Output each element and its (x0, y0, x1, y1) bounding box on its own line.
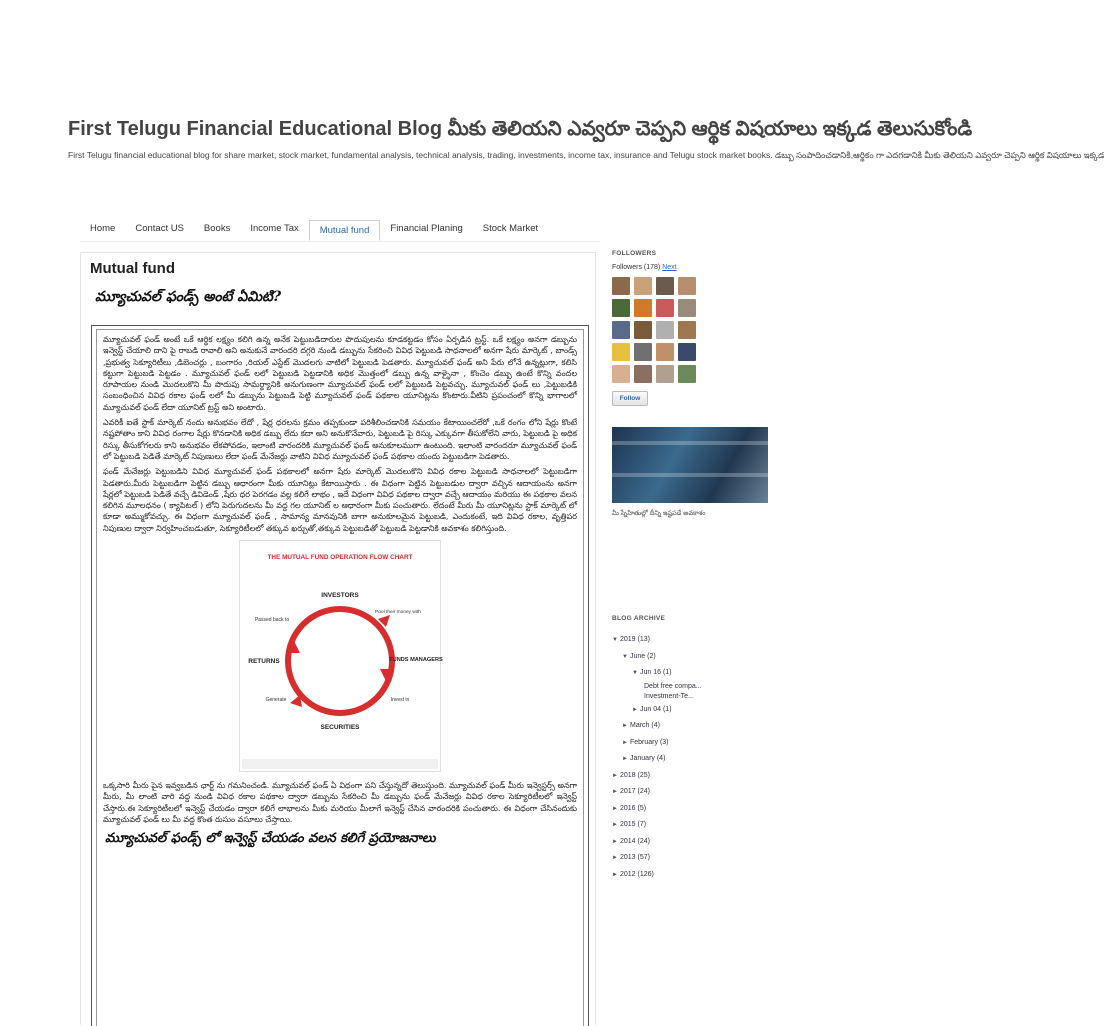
follow-button[interactable]: Follow (612, 391, 648, 406)
flowchart-node-left: RETURNS (248, 658, 280, 666)
archive-item[interactable] (612, 718, 768, 735)
content-frame (91, 325, 589, 1026)
follower-avatar[interactable] (678, 365, 696, 383)
followers-title: FOLLOWERS (612, 250, 657, 257)
tab-financial-planing[interactable]: Financial Planing (390, 223, 463, 234)
follower-avatar[interactable] (634, 343, 652, 361)
follower-avatar[interactable] (634, 365, 652, 383)
post-heading: మ్యూచువల్ ఫండ్స్ అంటే ఏమిటి? (95, 289, 282, 305)
archive-count: (126) (635, 870, 654, 878)
paragraph: ఒక్కసారి మీరు పైన ఇవ్వబడిన ఛార్ట్ ను గమనించండి. మ్యూచువల్ ఫండ్ ఏ విధంగా పని చేస్తున్నదో తెలుస్తుంది. మ్యూచువల్ ఫండ్ మీరు ఇన్వెస్టర్స్ అనగా మీరు, మీ లాంటి వారి వద్ద నుండి వివిధ రకాల పథకాల ద్వారా డబ్బును సేకరించి మీ డబ్బును ఫండ్ మేనేజర్లు వివిధ రకాల సెక్యూరిటీలలో ఇన్వెస్ట్ చేస్తారు.ఈ సెక్యూరిటీలలో ఇన్వెస్ట్ చేయడం ద్వారా కలిగే లాభాలను మీకు మరియు మీలాగే ఇన్వెస్ట్ చేసిన వారందరికి పంచుతారు. ఈ విధంగా చేసినందుకు మ్యూచువల్ ఫండ్ లు మీ వద్ద కొంత రుసుం వసూలు చేస్తాయి. (103, 781, 577, 824)
archive-count: (25) (635, 771, 650, 779)
archive-count: (4) (654, 755, 666, 762)
content-body (96, 329, 584, 1026)
follower-avatar[interactable] (656, 365, 674, 383)
follower-avatar[interactable] (612, 299, 630, 317)
archive-item[interactable] (612, 692, 768, 702)
follower-avatar[interactable] (612, 365, 630, 383)
followers-label: Followers (178) (612, 264, 661, 271)
archive-link[interactable]: 2018 (620, 771, 636, 779)
flowchart-node-right: FUNDS MANAGERS (389, 657, 443, 664)
promo-image[interactable] (612, 427, 768, 503)
archive-item[interactable] (612, 632, 768, 649)
blog-title[interactable]: First Telugu Financial Educational Blog మీకు తెలియని ఎవ్వరూ చెప్పని ఆర్థిక విషయాలు ఇక్కడ తెలుసుకోండి (68, 118, 973, 140)
expand-toggle-icon[interactable]: ► (612, 871, 618, 878)
archive-link[interactable]: February (630, 738, 659, 746)
archive-link[interactable]: 2014 (620, 837, 636, 845)
flowchart-edge-right-bottom: Invest in (390, 697, 410, 704)
archive-link[interactable]: Jun 04 (640, 705, 662, 713)
archive-count: (4) (649, 722, 660, 729)
expand-toggle-icon[interactable]: ► (612, 855, 618, 861)
image-detail (612, 473, 768, 477)
archive-item[interactable] (612, 801, 768, 818)
archive-item[interactable] (612, 850, 768, 867)
collapse-toggle-icon[interactable]: ▼ (612, 637, 618, 643)
archive-link[interactable]: January (630, 755, 655, 762)
flowchart-edge-left-top: Passed back to (254, 617, 290, 624)
follower-avatar[interactable] (656, 299, 674, 317)
follower-avatars (612, 277, 768, 383)
expand-toggle-icon[interactable]: ► (622, 723, 628, 729)
archive-link[interactable]: 2016 (620, 804, 636, 812)
archive-count: (2) (645, 652, 656, 660)
archive-list (612, 632, 768, 883)
archive-item[interactable] (612, 735, 768, 752)
expand-toggle-icon[interactable]: ► (612, 822, 618, 828)
arrow-bottom-left (290, 695, 302, 707)
followers-count (612, 264, 768, 271)
paragraph: ఎవరికీ ఐతే స్టాక్ మార్కెట్ నందు అనుభవం లేదో , షేర్ల ధరలను క్రమం తప్పకుండా పరిశీలించడానికి సమయం కేటాయించలేరో ,ఒకే రంగం లోని షేర్లు కొంటే నష్టపోతాం కాని వివిధ రంగాల షేర్లు కొనడానికి అధిక డబ్బు లేదు కదా అని అనుకొనేవారు, పెట్టుబడి పై రిస్కు ఎక్కువగా తీసుకోలేని వారు, పెట్టుబడి పై అధిక రిస్కు తీసుకోగలరు కాని అనుభవం లేకపోవడం, ఇలాంటి వారందరికి మ్యూచువల్ ఫండ్ అనుకూలముగా ఉంటుంది. ఇలాంటి వారందరూ మ్యూచువల్ ఫండ్ లో పెట్టుబడి పెడితే మార్కెట్ నిపుణులు లేదా ఫండ్ మేనేజర్లు వాటిని వివిధ మ్యూచువల్ ఫండ్ పథకాల యందు పెట్టుబడిగా పెడతారు. (103, 418, 577, 461)
tab-books[interactable]: Books (203, 223, 231, 234)
follower-avatar[interactable] (678, 299, 696, 317)
post-container (80, 252, 596, 1025)
archive-link[interactable]: June (630, 652, 646, 660)
archive-link[interactable]: Jun 16 (640, 669, 662, 676)
expand-toggle-icon[interactable]: ► (612, 805, 618, 812)
follower-avatar[interactable] (612, 277, 630, 295)
follower-avatar[interactable] (678, 277, 696, 295)
follower-avatar[interactable] (678, 321, 696, 339)
archive-count: (7) (635, 821, 647, 828)
blog-header (68, 116, 1104, 162)
expand-toggle-icon[interactable]: ► (612, 838, 618, 845)
archive-item[interactable] (612, 682, 768, 692)
archive-link[interactable]: 2019 (620, 636, 636, 643)
flowchart-edge-top-right: Pool their money with (375, 610, 421, 616)
post-title: Mutual fund (90, 260, 175, 277)
follower-avatar[interactable] (678, 343, 696, 361)
flowchart-bottom-shadow (242, 759, 438, 769)
follower-avatar[interactable] (656, 321, 674, 339)
archive-link[interactable]: 2012 (620, 870, 636, 878)
flowchart-title: THE MUTUAL FUND OPERATION FLOW CHART (267, 554, 413, 562)
tab-contact-us[interactable]: Contact US (135, 223, 184, 234)
follower-avatar[interactable] (656, 277, 674, 295)
archive-item[interactable] (612, 834, 768, 851)
tab-mutual-fund[interactable]: Mutual fund (309, 220, 381, 241)
blog-description: First Telugu financial educational blog for share market, stock market, fundamental analysis, technical analysis, trading, investments, income tax, insurance and Telugu stock market books. డబ్బు సంపాదించడానికి,ఆర్థికం గా ఎదగడానికి మీకు తెలియని ఎవ్వరూ చెప్పని ఆర్థిక విషయాలు ఇక్కడ (68, 150, 1104, 160)
archive-item[interactable] (612, 867, 768, 884)
archive-count: (5) (635, 804, 647, 812)
paragraph: ఫండ్ మేనేజర్లు పెట్టుబడిని వివిధ మ్యూచువల్ ఫండ్ పథకాలలో అనగా షేరు మార్కెట్ మొదలుకొని వివిధ రకాల పెట్టుబడి సాధనాలలో పెట్టుబడిగా పెడతారు.మీరు పెట్టుబడిగా పెట్టిన డబ్బు ఆధారంగా మీకు యూనిట్లు కేటాయిస్తారు . ఈ విధంగా పెట్టిన పెట్టుబడుల ద్వారా వచ్చిన ఆదాయంను అనగా షేర్లలో పెట్టుబడి పెడితే వచ్చే డివిడెండ్ ,షేరు ధర పెరగడం వల్ల కలిగే లాభం , ఇదే విధంగా వివిధ పథకాల ద్వారా వచ్చే ఆదాయం మరియు ఈ పథకాల వలన కలిగిన మూలధనం ( క్యాపిటల్ ) లోని పెరుగుదలను మీ వద్ద గల యూనిట్ ల ఆధారంగా మీకు పంచుతారు. లేదంటే మీరు మీ యూనిట్లను స్టాక్ మార్కెట్ లో కూడా అమ్ముకోవచ్చు. ఈ విధంగా మ్యూచువల్ ఫండ్ , సామాన్య మానవునికి బాగా అనుకూలమైన పెట్టుబడి, ఎందుకంటే, ఇది వివిధ రకాల, వృత్తిపర నిపుణుల ద్వారా నిర్వహించబడుతూ, సెక్యూరిటీలలో తక్కువ ఖర్చుతో,తక్కువ పెట్టుబడితో పెట్టుబడి పెట్టడానికి అవకాశం కలిగిస్తుంది. (103, 467, 577, 533)
archive-count: (57) (635, 854, 650, 861)
archive-count: (24) (635, 837, 650, 845)
follower-avatar[interactable] (634, 277, 652, 295)
tab-income-tax[interactable]: Income Tax (250, 223, 299, 234)
image-detail (612, 441, 768, 445)
page-tabs (80, 219, 600, 242)
archive-count: (3) (658, 738, 669, 746)
follower-avatar[interactable] (656, 343, 674, 361)
mutual-fund-flowchart (239, 540, 441, 772)
expand-toggle-icon[interactable]: ► (632, 706, 638, 713)
follower-avatar[interactable] (634, 299, 652, 317)
follower-avatar[interactable] (634, 321, 652, 339)
tab-home[interactable]: Home (90, 223, 116, 234)
archive-count: (24) (635, 788, 650, 795)
archive-link[interactable]: 2015 (620, 821, 636, 828)
benefits-heading: మ్యూచువల్ ఫండ్స్ లో ఇన్వెస్ట్ చేయడం వలన కలిగే ప్రయోజనాలు (105, 831, 436, 847)
expand-toggle-icon[interactable]: ► (622, 756, 628, 762)
sidebar (612, 250, 768, 883)
archive-link[interactable]: Debt free compa... (644, 682, 702, 690)
flowchart-edge-bottom-left: Generate (265, 697, 287, 704)
archive-title: BLOG ARCHIVE (612, 615, 666, 622)
expand-toggle-icon[interactable]: ► (622, 739, 628, 746)
archive-count: (13) (635, 636, 650, 643)
archive-link[interactable]: 2013 (620, 854, 636, 861)
paragraph: మ్యూచువల్ ఫండ్ అంటే ఒకే ఆర్థిక లక్ష్యం కలిగి ఉన్న అనేక పెట్టుబడిదారుల పొదుపులను కూడకట్టడం కోసం ఏర్పడిన ట్రస్ట్. ఒకే లక్ష్యం అనగా డబ్బును ఇన్వెస్ట్ చేయాలి దాని పై రాబడి రావాలి అని అనుకునే వారందరి దగ్గరి నుండి డబ్బును సేకరించి వివిధ పెట్టుబడి సాధనాలలో అనగా షేరు మార్కెట్ , బాండ్స్ ,ప్రభుత్వ సెక్యూరిటీలు ,డిబెంచర్లు , బంగారం ,రియల్ ఎస్టేట్ మొదలగు వాటిలో పెట్టుబడి పెడతారు. మ్యూచువల్ ఫండ్ అని పేరు లోనే ఉన్నట్లుగా, కలిసి కట్టుగా పెట్టుబడి పెట్టడం . మ్యూచువల్ ఫండ్ లలో పెట్టుబడి పెట్టడానికి అధిక మొత్తంలో డబ్బు ఉన్న వాళ్ళైనా , కొంచెం డబ్బు ఉంటే కొన్ని వందల రూపాయల నుండి మొదలుకొని మీ పొదుపు సామర్థ్యానికి అనుగుణంగా మ్యూచువల్ ఫండ్ లలో పెట్టుబడి పెట్టవచ్చు. మ్యూచువల్ ఫండ్ లు ,పెట్టుబడికి సంబంధించిన వివిధ రకాల ఫండ్ లలో మీ డబ్బును పెట్టుబడి పెట్టి మ్యూచువల్ ఫండ్ పథకాల యూనిట్లను కొంటారు.వీటిని ప్రపంచంలో కొన్ని భాగాలలో మ్యూచువల్ ఫండ్ లేదా యూనిట్ ట్రస్ట్ అని అంటారు. (103, 335, 577, 412)
flowchart-node-bottom: SECURITIES (320, 724, 360, 732)
expand-toggle-icon[interactable]: ► (612, 789, 618, 795)
archive-item[interactable] (612, 817, 768, 834)
archive-item[interactable] (612, 768, 768, 785)
flowchart-node-top: INVESTORS (321, 592, 359, 600)
archive-link[interactable]: 2017 (620, 788, 636, 795)
archive-item[interactable] (612, 751, 768, 768)
archive-link[interactable]: March (630, 722, 650, 729)
image-caption: మీ స్నేహితుల్లో దీన్ని ఇష్టపడే అవకాశం (612, 510, 706, 517)
archive-link[interactable]: Investment-Te... (644, 692, 694, 700)
archive-item[interactable] (612, 784, 768, 801)
collapse-toggle-icon[interactable]: ▼ (622, 653, 628, 660)
archive-item[interactable] (612, 665, 768, 682)
archive-count: (1) (661, 705, 672, 713)
expand-toggle-icon[interactable]: ► (612, 772, 618, 779)
collapse-toggle-icon[interactable]: ▼ (632, 670, 638, 676)
follower-avatar[interactable] (612, 321, 630, 339)
flowchart-cycle-ring (288, 609, 392, 713)
tab-stock-market[interactable]: Stock Market (482, 223, 539, 234)
archive-count: (1) (661, 669, 672, 676)
archive-item[interactable] (612, 702, 768, 719)
archive-item[interactable] (612, 649, 768, 666)
follower-avatar[interactable] (612, 343, 630, 361)
followers-next-link[interactable]: Next (662, 264, 677, 271)
